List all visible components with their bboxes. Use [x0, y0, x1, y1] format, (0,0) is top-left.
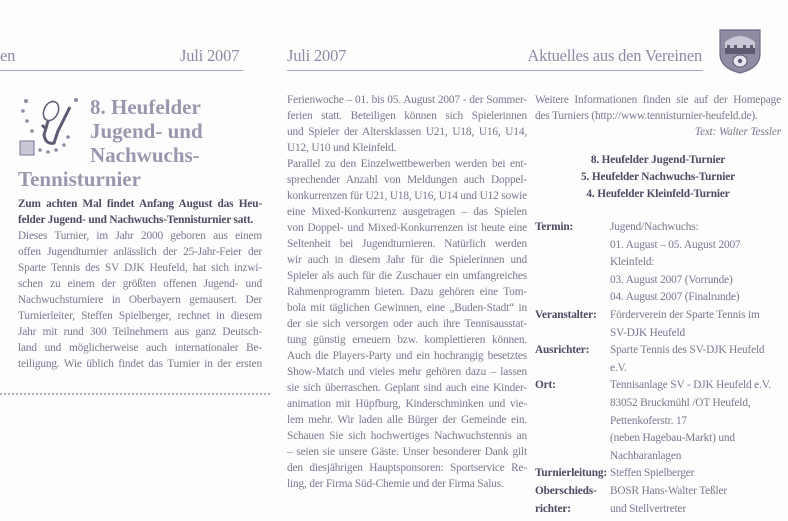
text-line: Dieses Turnier, im Jahr 2000 geboren aus einem [18, 230, 262, 242]
text-line: schen zu einem der größten offenen Jugend- und [18, 278, 262, 290]
text-line: wir auch in diesem Jahr für die Spielerinnen und [287, 254, 527, 266]
detail-row [535, 219, 771, 307]
detail-row [535, 307, 771, 342]
detail-row [535, 465, 771, 483]
detail-values [610, 377, 771, 465]
detail-row [535, 483, 771, 518]
detail-value-line: Kleinfeld: [610, 256, 655, 269]
detail-value-line: Jugend/Nachwuchs: [610, 221, 699, 233]
detail-value-line: Sparte Tennis des SV-DJK Heufeld [610, 344, 765, 357]
text-line: teiligung. Wie üblich findet das Turnier in der ersten [18, 358, 262, 370]
detail-value-line: 83052 Bruckmühl /OT Heufeld, [610, 396, 751, 409]
text-line: sie sich überraschen. Geplant sind auch eine Kinder- [287, 382, 527, 394]
detail-value-line: Tennisanlage SV - DJK Heufeld e.V. [610, 379, 771, 392]
detail-value-line: Pettenkoferstr. 17 [610, 414, 687, 427]
text-line: offen Jugendturnier anlässlich der 25-Jahr-Feier der [18, 246, 262, 258]
running-head-right-date: Juli 2007 [287, 46, 347, 65]
event-title: 4. Heufelder Kleinfeld-Turnier [586, 188, 730, 200]
text-line: Schauen Sie sich hochwertiges Nachwuchstennis an [287, 430, 527, 442]
text-line: konkurrenzen für U21, U18, U16, U14 und U12 sowie [287, 190, 527, 202]
detail-label-line: Termin: [535, 221, 574, 233]
text-line: Seltenheit bei Jugendturnieren. Natürlich werden [287, 238, 527, 250]
text-line: Nachwuchsturniere in Oberbayern gemausert. Der [18, 294, 262, 306]
article-left-column [18, 196, 262, 372]
detail-label-line: Oberschieds- [535, 484, 597, 497]
text-line: felder Jugend- und Nachwuchs-Tennisturnier satt. [18, 214, 254, 226]
text-line: tung günstig erneuern bzw. komplettieren können. [287, 334, 527, 346]
article-title-line: Nachwuchs- [90, 143, 200, 167]
running-head-section: Aktuelles aus den Vereinen [527, 46, 702, 65]
text-line: und Spieler der Altersklassen U21, U18, U16, U14, [287, 126, 527, 138]
text-line: land und möglicherweise auch internationaler Be- [18, 342, 262, 354]
text-line: der sie sich versorgen oder auch ihre Tennisausstat- [287, 318, 527, 330]
detail-value-line: BOSR Hans-Walter Teßler [610, 484, 727, 497]
article-title-line: Jugend- und [90, 119, 203, 143]
article-title-line: 8. Heufelder [90, 95, 201, 119]
municipal-crest-icon [717, 26, 763, 74]
text-line: bola mit täglichen Gewinnen, eine „Buden-Stadt“ in [287, 302, 527, 314]
detail-value-line: 03. August 2007 (Vorrunde) [610, 273, 733, 286]
text-line: des Turniers (http://www.tennisturnier-heufeld.de). [535, 110, 758, 122]
detail-values [610, 483, 727, 518]
detail-value-line: 04. August 2007 (Finalrunde) [610, 291, 740, 304]
text-line: Jahr mit rund 300 Teilnehmern aus ganz Deutsch- [18, 326, 262, 338]
detail-value-line: SV-DJK Heufeld [610, 326, 685, 339]
detail-row [535, 342, 771, 377]
text-line: ferien statt. Beteiligen können sich Spielerinnen [287, 110, 527, 122]
text-line: – seien sie unsere Gäste. Unser besonderer Dank gilt [287, 446, 527, 458]
header-rule-right [287, 70, 703, 71]
text-line: Auch die Players-Party und ein hochrangig besetztes [287, 350, 527, 362]
text-line: Ferienwoche – 01. bis 05. August 2007 - der Sommer- [287, 94, 527, 106]
detail-row [535, 377, 771, 465]
text-line: U12, U10 und Kleinfeld. [287, 142, 397, 154]
detail-value-line: (neben Hagebau-Markt) und [610, 432, 735, 445]
detail-values [610, 465, 694, 483]
text-line: Parallel zu den Einzelwettbewerben werden bei ent- [287, 158, 527, 170]
running-head-left-fragment: en [0, 46, 16, 65]
text-line: von Doppel- und Mixed-Konkurrenzen ist heute eine [287, 222, 527, 234]
text-line: Weitere Informationen finden sie auf der Homepage [535, 94, 781, 106]
text-line: Sparte Tennis des SV DJK Heufeld, hat sich inzwi- [18, 262, 262, 274]
article-middle-column [287, 92, 527, 492]
text-line: Show-Match und vieles mehr gehören dazu – lassen [287, 366, 527, 378]
detail-label [535, 483, 610, 518]
detail-value-line: e.V. [610, 361, 627, 374]
detail-value-line: Förderverein der Sparte Tennis im [610, 308, 760, 321]
dotted-separator [0, 393, 270, 395]
text-line: sprechender Anzahl von Meldungen auch Doppel- [287, 174, 527, 186]
detail-value-line: Steffen Spielberger [610, 467, 695, 480]
tennis-player-logo-icon [18, 95, 84, 161]
event-title: 5. Heufelder Nachwuchs-Turnier [581, 171, 735, 183]
text-line: ling, der Firma Süd-Chemie und der Firma Salus. [287, 478, 504, 490]
detail-label [535, 377, 610, 465]
detail-label-line: richter: [535, 502, 571, 515]
author-credit: Text: Walter Tessler [694, 126, 781, 138]
text-line: Zum achten Mal findet Anfang August das Heu- [18, 198, 262, 210]
detail-values [610, 219, 740, 307]
detail-values [610, 342, 764, 377]
detail-label [535, 342, 610, 377]
text-line: eine Mixed-Konkurrenz ausgetragen – das Spielen [287, 206, 527, 218]
article-right-intro [535, 92, 781, 203]
text-line: lem mehr. Wir laden alle Bürger der Gemeinde ein. [287, 414, 527, 426]
text-line: animation mit Hüpfburg, Kinderschminken und vie- [287, 398, 527, 410]
detail-value-line: 01. August – 05. August 2007 [610, 238, 741, 251]
detail-label-line: Turnierleitung: [535, 467, 608, 480]
detail-label-line: Ort: [535, 379, 556, 392]
detail-values [610, 307, 760, 342]
detail-value-line: und Stellvertreter [610, 502, 687, 515]
detail-label-line: Ausrichter: [535, 344, 590, 357]
header-rule-left [0, 70, 243, 71]
detail-label [535, 307, 610, 342]
text-line: Rahmenprogramm bieten. Dazu gehören eine Tom- [287, 286, 527, 298]
text-line: Turnierleiter, Steffen Spielberger, rechnet in diesem [18, 310, 262, 322]
event-details-list [535, 219, 771, 518]
article-title-line: Tennisturnier [18, 167, 141, 191]
detail-label [535, 219, 610, 307]
event-title: 8. Heufelder Jugend-Turnier [590, 154, 726, 166]
text-line: Spieler als auch für die Zuschauer ein umfangreiches [287, 270, 527, 282]
detail-value-line: Nachbaranlagen [610, 449, 682, 462]
detail-label [535, 465, 610, 483]
text-line: den diesjährigen Hauptsponsoren: Sportservice Re- [287, 462, 527, 474]
running-head-left-date: Juli 2007 [180, 46, 240, 65]
detail-label-line: Veranstalter: [535, 308, 597, 321]
